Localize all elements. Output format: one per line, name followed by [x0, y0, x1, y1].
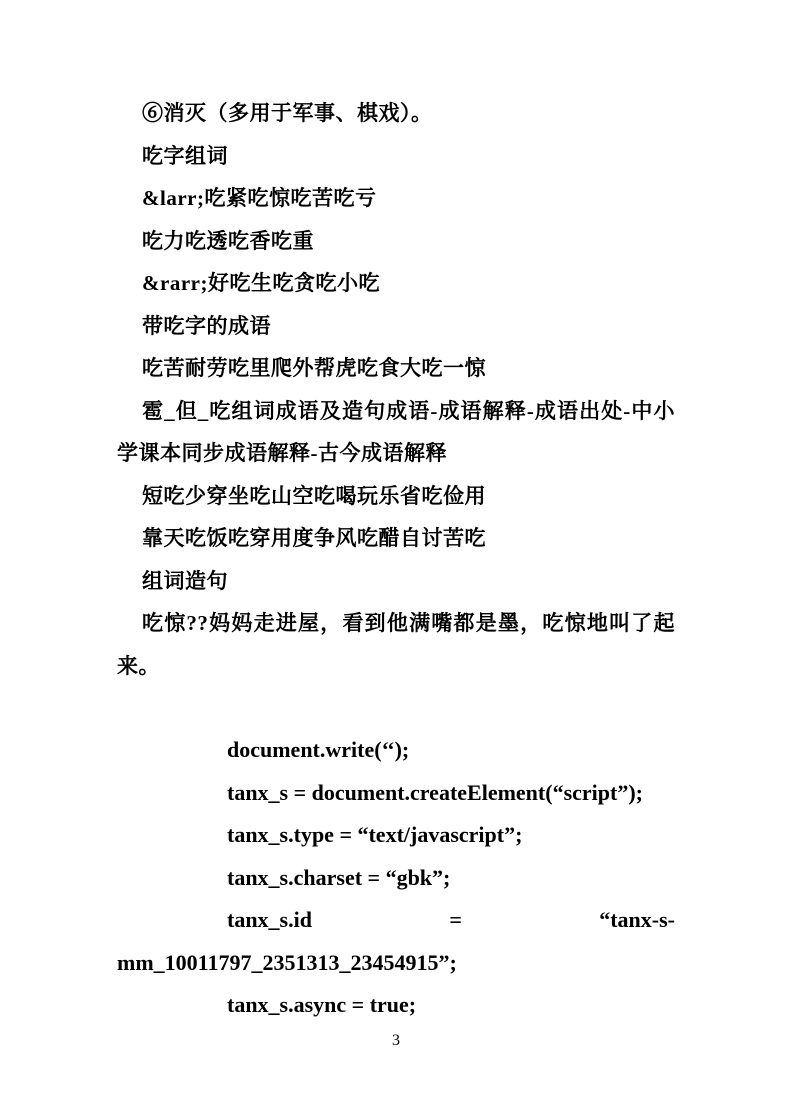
document-body [117, 92, 675, 1027]
code-block [117, 729, 675, 1027]
code-line-id-justified [117, 899, 675, 942]
code-line-document-write: document.write(‘‘); [227, 737, 410, 762]
code-line-async: tanx_s.async = true; [227, 992, 417, 1017]
paragraph-example-sentence: 吃惊??妈妈走进屋，看到他满嘴都是墨，吃惊地叫了起来。 [117, 611, 675, 678]
paragraph-heading-sentences: 组词造句 [142, 568, 228, 593]
code-line-id-continuation: mm_10011797_2351313_23454915”; [117, 949, 457, 975]
paragraph-words-chili: 吃力吃透吃香吃重 [142, 228, 314, 253]
code-line-create-element: tanx_s = document.createElement(“script”); [227, 779, 643, 805]
paragraph-idioms-line1: 吃苦耐劳吃里爬外帮虎吃食大吃一惊 [142, 356, 486, 380]
paragraph-heading-idioms: 带吃字的成语 [142, 313, 271, 338]
paragraph-idioms-source: 雹_但_吃组词成语及造句成语-成语解释-成语出处-中小学课本同步成语解释-古今成语解释 [117, 398, 675, 465]
code-id-lhs: tanx_s.id [227, 907, 312, 932]
code-id-rhs-start: “tanx-s- [599, 907, 675, 932]
page-number: 3 [392, 1032, 400, 1049]
paragraph-heading-chi-zi-zuci: 吃字组词 [142, 143, 228, 168]
paragraph-idioms-line2: 短吃少穿坐吃山空吃喝玩乐省吃俭用 [142, 483, 486, 508]
paragraph-definition-6: ⑥消灭（多用于军事、棋戏）。 [142, 101, 433, 125]
code-id-operator: = [449, 907, 462, 932]
paragraph-words-larr: &larr;吃紧吃惊吃苦吃亏 [142, 186, 377, 210]
code-line-charset: tanx_s.charset = “gbk”; [227, 864, 451, 890]
paragraph-words-rarr: &rarr;好吃生吃贪吃小吃 [142, 271, 380, 295]
paragraph-idioms-line3: 靠天吃饭吃穿用度争风吃醋自讨苦吃 [142, 526, 486, 550]
code-line-type: tanx_s.type = “text/javascript”; [227, 822, 523, 847]
